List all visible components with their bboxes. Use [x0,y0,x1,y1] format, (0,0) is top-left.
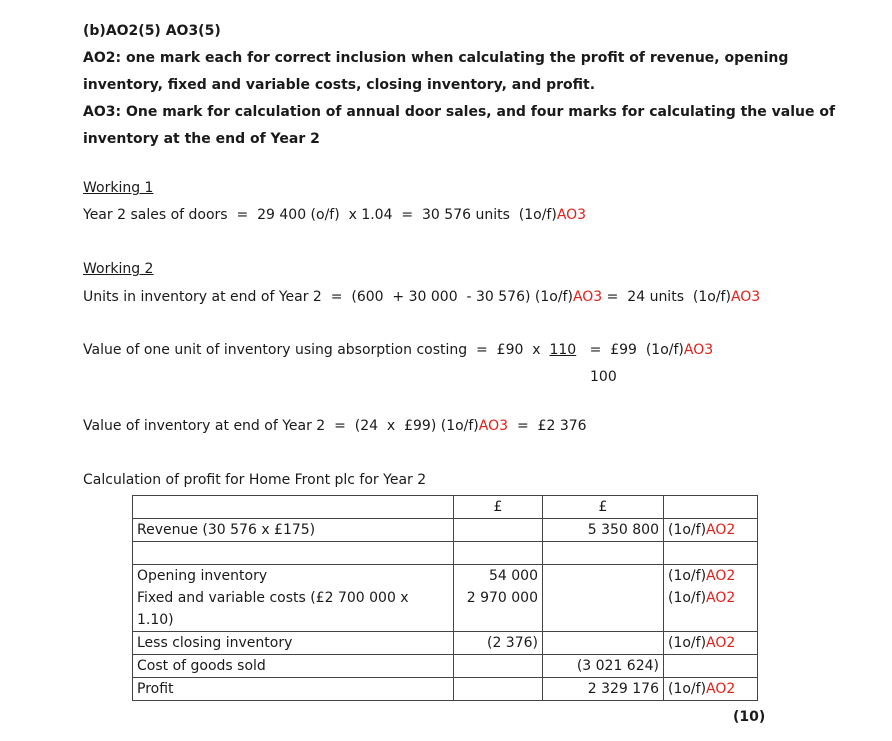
row-mark: (1o/f)AO2 [664,565,758,588]
table-row-header [133,496,758,519]
row-amount: 2 329 176 [543,678,664,701]
row-mark: (1o/f)AO2 [664,678,758,701]
row-amount: (2 376) [454,632,543,655]
currency-header: £ [454,496,543,519]
table-row-closing-inventory [133,632,758,655]
total-marks: (10) [733,709,766,725]
fraction-denominator: 100 [590,369,617,385]
table-row-opening-inventory [133,565,758,588]
currency-header: £ [543,496,664,519]
ao3-tag: AO3 [556,207,587,223]
table-row-cost-of-goods-sold [133,655,758,678]
inventory-value-line: Value of inventory at end of Year 2 = (24 x £99) (1o/f)AO3 = £2 376 [83,418,587,434]
row-amount: 54 000 [454,565,543,588]
ao3-tag: AO3 [683,342,714,358]
row-amount: 2 970 000 [454,587,543,632]
ao3-tag: AO3 [730,289,761,305]
working1-title: Working 1 [83,180,154,196]
ao3-criteria: AO3: One mark for calculation of annual door sales, and four marks for calculating the value of inventory at the end of Year 2 [83,104,836,147]
mark-scheme-heading [83,18,873,153]
table-row-profit [133,678,758,701]
working2-line: Units in inventory at end of Year 2 = (600 + 30 000 - 30 576) (1o/f)AO3 = 24 units (1o/f)AO3 [83,289,761,305]
row-label: Cost of goods sold [133,655,454,678]
working1-line: Year 2 sales of doors = 29 400 (o/f) x 1.04 = 30 576 units (1o/f)AO3 [83,207,587,223]
profit-table [132,495,758,701]
row-amount: 5 350 800 [543,519,664,542]
row-label: Opening inventory [133,565,454,588]
row-label: Revenue (30 576 x £175) [133,519,454,542]
question-title: (b)AO2(5) AO3(5) [83,23,221,39]
table-row-revenue [133,519,758,542]
fraction-numerator: 110 [549,342,577,358]
row-label: Profit [133,678,454,701]
ao3-tag: AO3 [572,289,603,305]
table-row-spacer [133,542,758,565]
row-label: Less closing inventory [133,632,454,655]
row-amount: (3 021 624) [543,655,664,678]
row-label: Fixed and variable costs (£2 700 000 x 1.10) [133,587,454,632]
working2-title: Working 2 [83,261,154,277]
absorption-line: Value of one unit of inventory using absorption costing = £90 x 110 = £99 (1o/f)AO3 [83,342,714,358]
ao3-tag: AO3 [478,418,509,434]
row-mark: (1o/f)AO2 [664,587,758,632]
table-row-fixed-variable-costs [133,587,758,632]
ao2-criteria: AO2: one mark each for correct inclusion when calculating the profit of revenue, opening inventory, fixed and variable costs, closing inventory, and profit. [83,50,789,93]
table-caption: Calculation of profit for Home Front plc for Year 2 [83,472,427,488]
row-mark: (1o/f)AO2 [664,632,758,655]
row-mark: (1o/f)AO2 [664,519,758,542]
